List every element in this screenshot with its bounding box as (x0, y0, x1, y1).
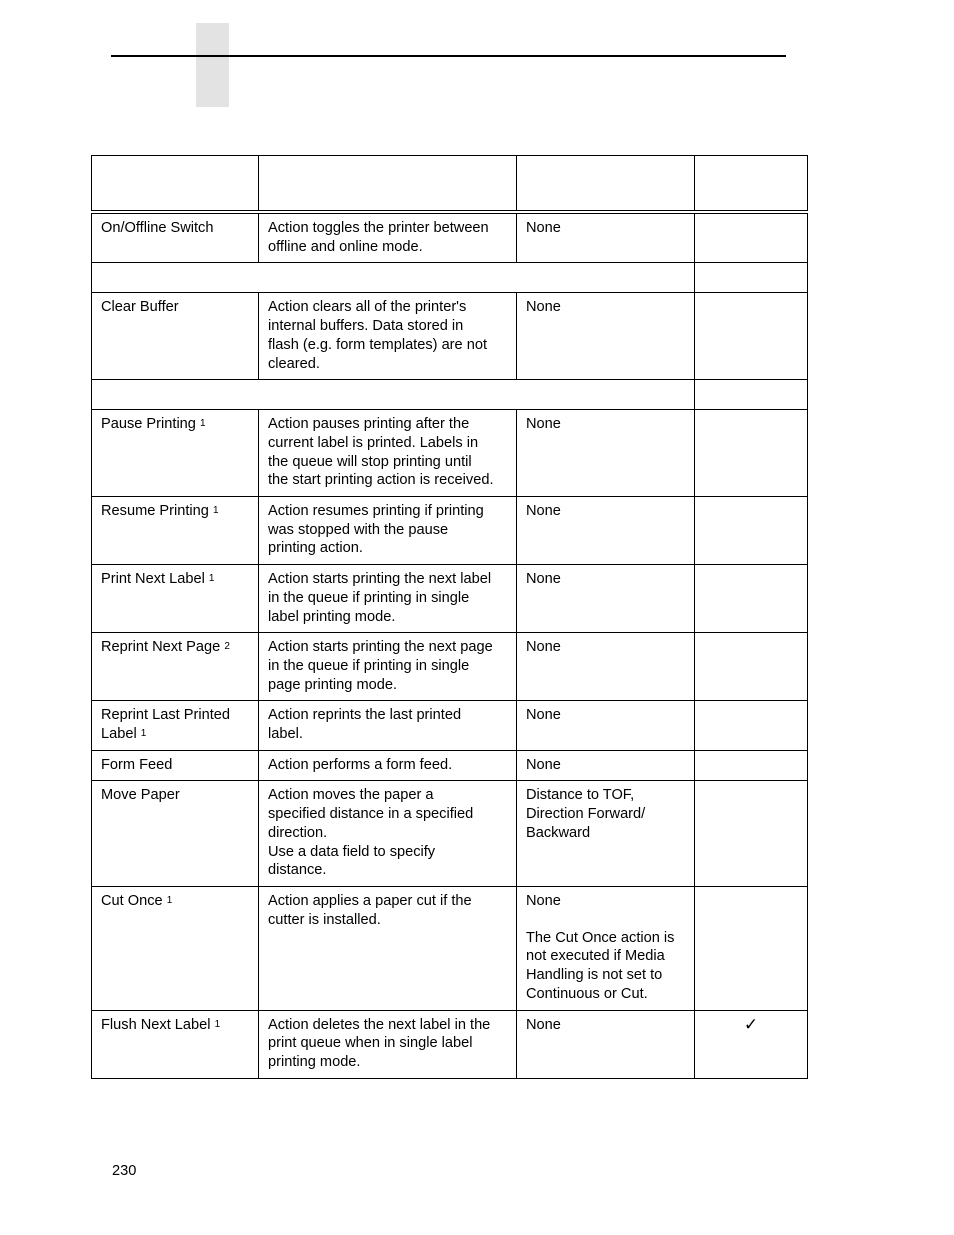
action-name-cell (92, 410, 259, 497)
parameter-note-line: Continuous or Cut. (526, 985, 648, 1002)
description-line: Action starts printing the next label (268, 571, 492, 588)
action-name: Reprint Next Page (101, 639, 221, 656)
section-cell (92, 380, 695, 410)
table-row (92, 212, 808, 263)
action-name: Reprint Last Printed Label (101, 707, 230, 743)
action-name-cell (92, 750, 259, 781)
parameter-line: Direction Forward/ (526, 806, 646, 823)
parameters-cell (517, 750, 695, 781)
description-line: specified distance in a specified (268, 806, 474, 823)
action-name-cell (92, 701, 259, 750)
description-line: internal buffers. Data stored in (268, 318, 464, 335)
action-name: Pause Printing (101, 416, 196, 433)
parameter-line: Backward (526, 824, 591, 841)
parameter-line: None (526, 220, 561, 236)
section-check-cell (695, 380, 808, 410)
check-cell (695, 565, 808, 633)
description-line: printing action. (268, 540, 363, 557)
parameter-line: None (526, 892, 561, 909)
parameters-cell (517, 565, 695, 633)
actions-table (91, 155, 808, 1079)
description-cell (259, 497, 517, 565)
check-cell (695, 410, 808, 497)
checkmark-icon: ✓ (695, 1010, 808, 1078)
description-line: the start printing action is received. (268, 472, 494, 489)
description-line: Action clears all of the printer's (268, 299, 467, 316)
description-line: Action reprints the last printed (268, 707, 462, 724)
check-cell (695, 293, 808, 380)
description-cell (259, 633, 517, 701)
header-cell-parameters (517, 156, 695, 213)
parameters-cell (517, 886, 695, 1010)
action-name-cell (92, 212, 259, 263)
footnote-marker: 1 (208, 573, 215, 585)
table-row (92, 565, 808, 633)
check-cell (695, 886, 808, 1010)
footnote-marker: 1 (140, 728, 147, 740)
description-line: Action resumes printing if printing (268, 503, 484, 520)
footnote-marker: 1 (214, 1018, 221, 1030)
parameters-cell (517, 497, 695, 565)
description-cell (259, 293, 517, 380)
description-line: Action deletes the next label in the (268, 1016, 491, 1033)
parameter-note-line: The Cut Once action is (526, 929, 675, 946)
description-line: cutter is installed. (268, 911, 381, 928)
description-line: flash (e.g. form templates) are not (268, 336, 487, 353)
parameter-note-line: Handling is not set to (526, 967, 663, 984)
description-line: Use a data field to specify (268, 843, 436, 860)
section-check-cell (695, 263, 808, 293)
action-name: On/Offline Switch (101, 220, 214, 236)
check-cell (695, 750, 808, 781)
description-line: offline and online mode. (268, 238, 423, 255)
table-row (92, 750, 808, 781)
parameter-note-line: not executed if Media (526, 948, 665, 965)
parameters-cell (517, 781, 695, 887)
header-cell-check (695, 156, 808, 213)
action-name: Move Paper (101, 787, 180, 804)
parameters-cell (517, 212, 695, 263)
footnote-marker: 2 (224, 641, 230, 653)
action-name: Resume Printing (101, 503, 209, 520)
table-row (92, 701, 808, 750)
description-cell (259, 781, 517, 887)
action-name: Print Next Label (101, 571, 205, 588)
parameter-line: None (526, 416, 561, 433)
section-row (92, 380, 808, 410)
description-line: in the queue if printing in single (268, 657, 470, 674)
description-cell (259, 701, 517, 750)
parameter-line: None (526, 639, 561, 656)
action-name-cell (92, 1010, 259, 1078)
action-name-cell (92, 633, 259, 701)
footnote-marker: 1 (199, 418, 206, 430)
description-line: print queue when in single label (268, 1035, 473, 1052)
action-name-cell (92, 565, 259, 633)
table-row (92, 497, 808, 565)
parameter-line: None (526, 571, 561, 588)
table-row (92, 1010, 808, 1078)
description-line: Action applies a paper cut if the (268, 892, 472, 909)
description-line: printing mode. (268, 1053, 361, 1070)
parameter-line: None (526, 503, 561, 520)
action-name-cell (92, 293, 259, 380)
actions-table-body (92, 156, 808, 1079)
action-name: Clear Buffer (101, 299, 179, 316)
description-cell (259, 1010, 517, 1078)
check-cell (695, 633, 808, 701)
action-name-cell (92, 497, 259, 565)
footnote-marker: 1 (212, 505, 219, 517)
description-line: Action toggles the printer between (268, 220, 489, 236)
description-line: Action performs a form feed. (268, 756, 453, 773)
header-cell-description (259, 156, 517, 213)
parameter-line: None (526, 1016, 561, 1033)
check-cell (695, 781, 808, 887)
check-cell (695, 497, 808, 565)
description-line: cleared. (268, 355, 320, 372)
footnote-marker: 1 (166, 894, 173, 906)
section-row (92, 263, 808, 293)
parameters-cell (517, 633, 695, 701)
description-cell (259, 750, 517, 781)
header-rule (111, 55, 786, 57)
description-line: Action pauses printing after the (268, 416, 470, 433)
parameters-cell (517, 293, 695, 380)
action-name: Form Feed (101, 756, 173, 773)
description-line: page printing mode. (268, 676, 397, 693)
section-cell (92, 263, 695, 293)
table-header-row (92, 156, 808, 213)
description-cell (259, 212, 517, 263)
description-line: Action starts printing the next page (268, 639, 493, 656)
description-cell (259, 886, 517, 1010)
parameters-cell (517, 701, 695, 750)
table-row (92, 886, 808, 1010)
description-cell (259, 565, 517, 633)
parameter-line: None (526, 707, 561, 724)
action-name: Cut Once (101, 892, 163, 909)
parameters-cell (517, 1010, 695, 1078)
description-line: current label is printed. Labels in (268, 434, 479, 451)
action-name-cell (92, 781, 259, 887)
check-cell (695, 212, 808, 263)
table-row (92, 781, 808, 887)
chapter-tab (196, 23, 229, 107)
parameter-line: Distance to TOF, (526, 787, 635, 804)
header-cell-action (92, 156, 259, 213)
table-row (92, 410, 808, 497)
check-cell (695, 701, 808, 750)
description-cell (259, 410, 517, 497)
action-name: Flush Next Label (101, 1016, 211, 1033)
parameters-cell (517, 410, 695, 497)
table-row (92, 293, 808, 380)
page-number: 230 (112, 1163, 137, 1179)
parameter-line: None (526, 299, 561, 316)
parameter-line: None (526, 756, 561, 773)
paragraph-gap (526, 911, 685, 929)
description-line: in the queue if printing in single (268, 589, 470, 606)
description-line: the queue will stop printing until (268, 453, 472, 470)
table-row (92, 633, 808, 701)
description-line: was stopped with the pause (268, 521, 449, 538)
description-line: direction. (268, 824, 328, 841)
description-line: label. (268, 726, 303, 743)
action-name-cell (92, 886, 259, 1010)
description-line: Action moves the paper a (268, 787, 434, 804)
description-line: label printing mode. (268, 608, 396, 625)
description-line: distance. (268, 862, 327, 879)
